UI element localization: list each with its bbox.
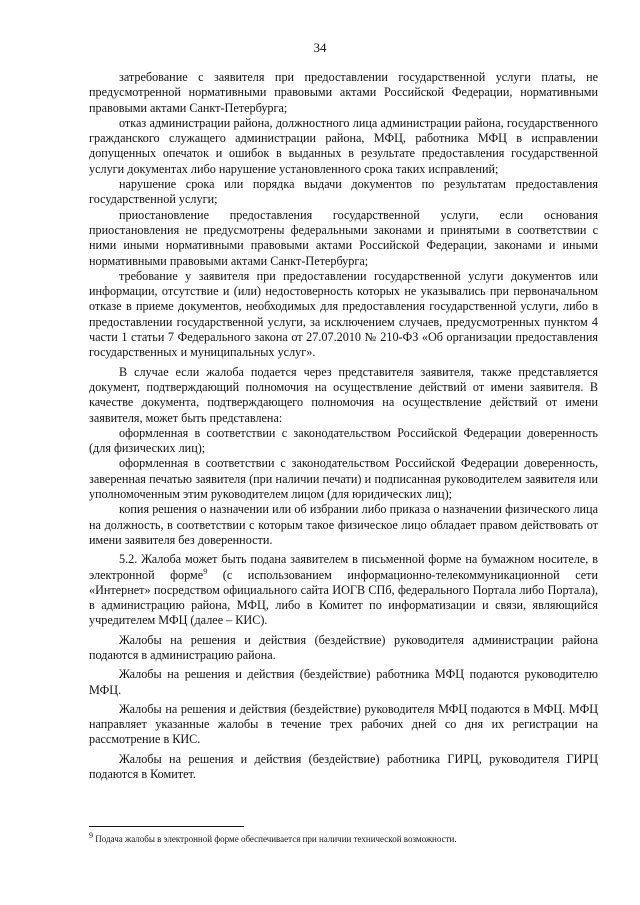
page-number: 34 (313, 40, 327, 55)
paragraph-document-requirement: требование у заявителя при предоставлении государственной услуги документов или информации, отсутствие и (или) недостоверность которых не указывались при первоначальном отказе в приеме документов, необходимых для предоставления государственной услуги, либо в предоставлении государственной услуги, за исключением случаев, предусмотренных пунктом 4 части 1 статьи 7 Федерального закона от 27.07.2010 № 210-ФЗ «Об организации предоставления государственных и муниципальных услуг». (89, 268, 598, 360)
paragraph-individual-poa: оформленная в соответствии с законодательством Российской Федерации доверенность (для физических лиц); (89, 425, 598, 456)
paragraph-admin-head-complaints: Жалобы на решения и действия (бездействие) руководителя администрации района подаются в администрацию района. (89, 632, 598, 662)
document-body (89, 70, 598, 782)
paragraph-suspension: приостановление предоставления государственной услуги, если основания приостановления не предусмотрены федеральными законами и принятыми в соответствии с ними иными нормативными правовыми актами Российской Федерации, законами и иными нормативными правовыми актами Санкт-Петербурга; (89, 207, 598, 268)
paragraph-refusal-corrections: отказ администрации района, должностного лица администрации района, государственного гражданского служащего администрации района, МФЦ, работника МФЦ в исправлении допущенных опечаток и ошибок в выданных в результате предоставления государственной услуги документах либо нарушение установленного срока таких исправлений; (89, 115, 598, 176)
paragraph-appointment-copy: копия решения о назначении или об избрании либо приказа о назначении физического лица на должность, в соответствии с которым такое физическое лицо обладает правом действовать от имени заявителя без доверенности. (89, 502, 598, 547)
paragraph-item-5-2 (89, 552, 598, 628)
footnote-reference: 9 (203, 566, 208, 576)
paragraph-mfc-employee-complaints: Жалобы на решения и действия (бездействие) работника МФЦ подаются руководителю МФЦ. (89, 667, 598, 697)
paragraph-delivery-violation: нарушение срока или порядка выдачи документов по результатам предоставления государственной услуги; (89, 177, 598, 207)
item-5-2-text-continued: (с использованием информационно-телекоммуникационной сети «Интернет» посредством официального сайта ИОГВ СПб, федерального Портала либо Портала), в администрацию района, МФЦ, либо в Комитет по информатизации и связи, являющийся учредителем МФЦ (далее – КИС). (89, 567, 599, 628)
footnote-divider (89, 826, 244, 827)
item-5-2-text: 5.2. Жалоба может быть подана заявителем в письменной форме на бумажном носителе, в электронной форме (89, 552, 598, 582)
paragraph-legal-entity-poa: оформленная в соответствии с законодательством Российской Федерации доверенность, заверенная печатью заявителя (при наличии печати) и подписанная руководителем заявителя или уполномоченным этим руководителем лицом (для юридических лиц); (89, 456, 598, 502)
paragraph-mfc-head-complaints: Жалобы на решения и действия (бездействие) руководителя МФЦ подаются в МФЦ. МФЦ направляет указанные жалобы в течение трех рабочих дней со дня их регистрации на рассмотрение в КИС. (89, 701, 598, 747)
footnote-text: Подача жалобы в электронной форме обеспечивается при наличии технической возможности. (93, 834, 457, 844)
paragraph-representative: В случае если жалоба подается через представителя заявителя, также представляется документ, подтверждающий полномочия на осуществление действий от имени заявителя. В качестве документа, подтверждающего полномочия на осуществление действий от имени заявителя, может быть представлена: (89, 364, 598, 425)
paragraph-fee-requirement: затребование с заявителя при предоставлении государственной услуги платы, не предусмотренной нормативными правовыми актами Российской Федерации, нормативными правовыми актами Санкт-Петербурга; (89, 70, 598, 115)
footnote (89, 831, 598, 845)
paragraph-girc-complaints: Жалобы на решения и действия (бездействие) работника ГИРЦ, руководителя ГИРЦ подаются в Комитет. (89, 751, 598, 782)
footnote-mark: 9 (89, 831, 93, 840)
